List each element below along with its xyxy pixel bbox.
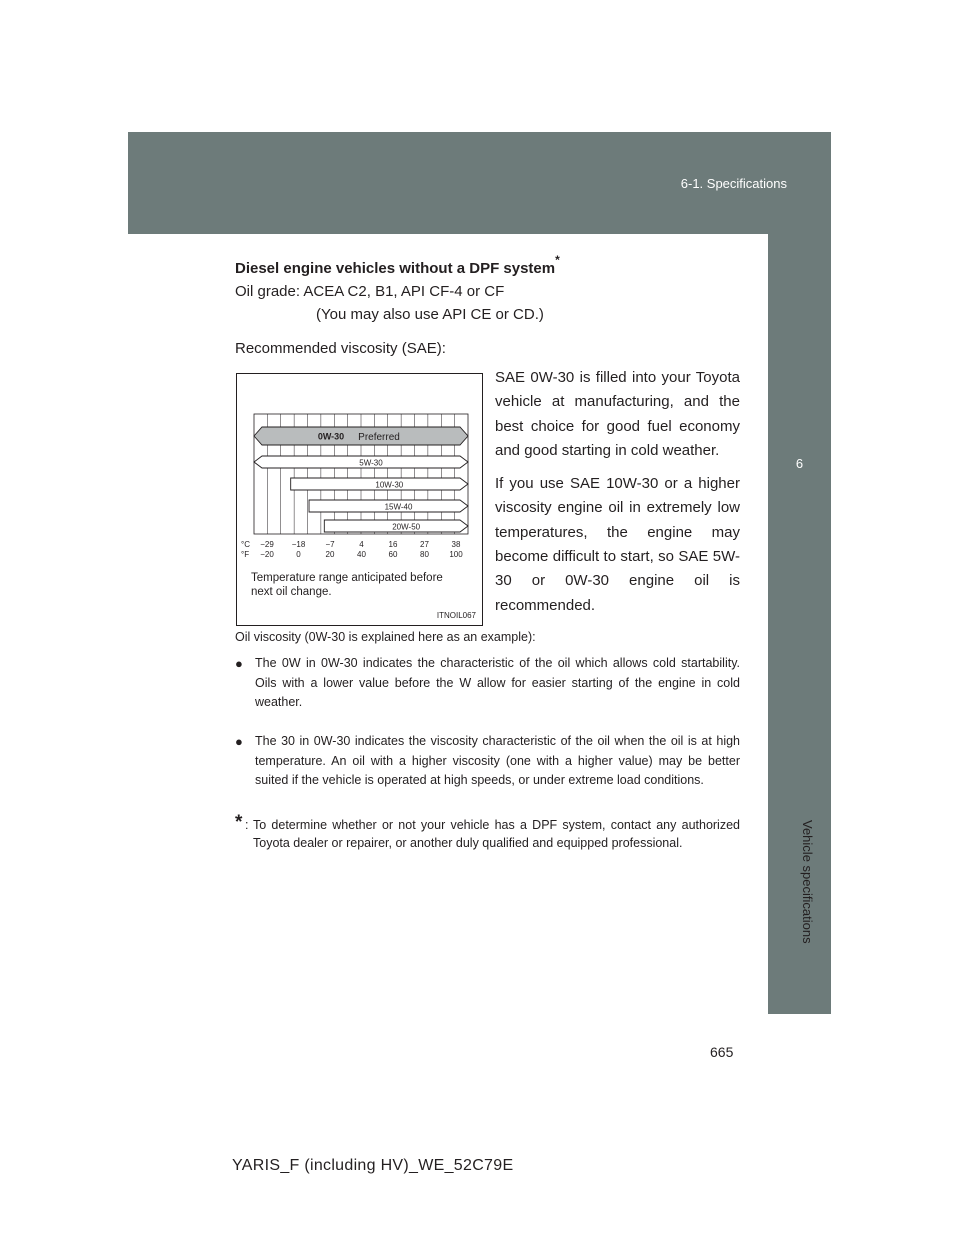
celsius-tick: −18 (291, 540, 306, 549)
footnote-colon: : (245, 818, 249, 832)
oil-grade-alt: (You may also use API CE or CD.) (316, 306, 544, 323)
oil-viscosity-note: Oil viscosity (0W-30 is explained here as an example): (235, 630, 536, 644)
band-extra-label: Preferred (358, 432, 400, 443)
page-number: 665 (710, 1044, 734, 1060)
fahrenheit-tick: −20 (260, 550, 274, 559)
section-label: 6-1. Specifications (680, 176, 787, 191)
bullet-icon: ● (235, 656, 243, 671)
celsius-tick: −29 (260, 540, 274, 549)
caption-line2: next oil change. (251, 586, 332, 598)
band-label: 15W-40 (384, 502, 413, 512)
heading-marker: * (555, 253, 560, 267)
fahrenheit-tick: 0 (296, 550, 301, 559)
fahrenheit-tick: 100 (449, 550, 463, 559)
recommendation-paragraph-1: SAE 0W-30 is filled into your Toyota vehicle at manufacturing, and the best choice for good fuel economy and good starting in cold weather. (495, 369, 740, 459)
viscosity-label: Recommended viscosity (SAE): (235, 340, 446, 357)
fahrenheit-tick: 60 (388, 550, 398, 559)
chapter-title: Vehicle specifications (800, 820, 815, 944)
footnote-marker: * (235, 812, 243, 833)
celsius-tick: −7 (325, 540, 335, 549)
bullet-text: The 0W in 0W-30 indicates the characteristic of the oil which allows cold startability. Oils with a lower value before the W allow for easier starting of the engine in cold weather. (255, 656, 740, 709)
footnote-text: To determine whether or not your vehicle has a DPF system, contact any authorized Toyota dealer or repairer, or another duly qualified and equipped professional. (253, 818, 740, 850)
celsius-tick: 27 (420, 540, 429, 549)
section-heading (235, 253, 560, 277)
band-label: 10W-30 (375, 480, 404, 490)
bullet-text: The 30 in 0W-30 indicates the viscosity characteristic of the oil when the oil is at high temperature. An oil with a higher viscosity (one with a higher value) may be better suited if the vehicle is operated at high speeds, or under extreme load conditions. (255, 734, 740, 787)
figure-caption (251, 571, 443, 599)
recommendation-text (495, 366, 740, 627)
document-footer: YARIS_F (including HV)_WE_52C79E (232, 1157, 514, 1174)
caption-line1: Temperature range anticipated before (251, 572, 443, 584)
celsius-tick: 4 (359, 540, 364, 549)
figure-code: ITNOIL067 (436, 611, 476, 620)
bullet-item (235, 654, 740, 713)
fahrenheit-tick: 40 (357, 550, 366, 559)
fahrenheit-tick: 80 (420, 550, 429, 559)
chapter-title-wrap (768, 820, 831, 1000)
band-label: 0W-30 (317, 431, 345, 442)
viscosity-figure (236, 373, 483, 626)
celsius-tick: 38 (451, 540, 461, 549)
viscosity-chart (237, 374, 482, 564)
fahrenheit-unit: °F (241, 550, 250, 559)
fahrenheit-tick: 20 (325, 550, 335, 559)
bullet-icon: ● (235, 734, 243, 749)
celsius-unit: °C (241, 540, 250, 549)
header-band (128, 132, 831, 234)
heading-text: Diesel engine vehicles without a DPF system (235, 260, 556, 277)
celsius-tick: 16 (388, 540, 398, 549)
footnote (235, 812, 740, 852)
bullet-item (235, 732, 740, 791)
band-label: 20W-50 (392, 522, 421, 532)
recommendation-paragraph-2: If you use SAE 10W-30 or a higher viscosity engine oil in extremely low temperatures, the engine may become difficult to start, so SAE 5W-30 or 0W-30 engine oil is recommended. (495, 475, 740, 614)
band-label: 5W-30 (359, 458, 383, 468)
oil-grade-line: Oil grade: ACEA C2, B1, API CF-4 or CF (235, 283, 505, 300)
chapter-number: 6 (795, 456, 804, 471)
